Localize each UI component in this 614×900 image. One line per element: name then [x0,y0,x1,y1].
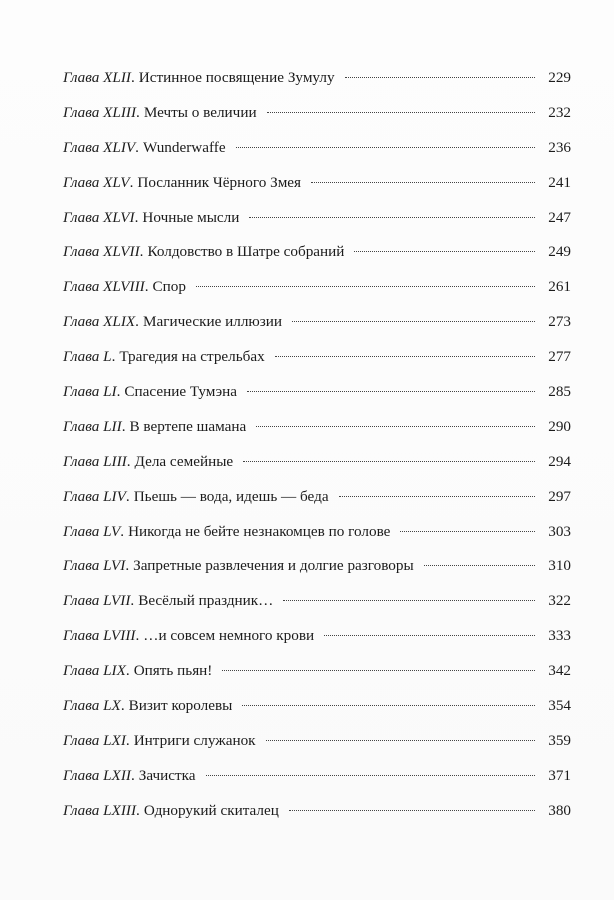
page-number: 333 [548,627,571,645]
chapter-separator: . [136,801,140,819]
toc-entry [63,277,571,312]
dot-leader [292,321,535,322]
chapter-title: Мечты о величии [143,103,257,121]
page-number: 297 [548,487,571,505]
toc-entry [63,242,571,277]
chapter-separator: . [126,452,131,470]
chapter-title: Запретные развлечения и долгие разговоры [133,557,414,575]
page-number: 261 [548,278,571,296]
chapter-title: Ночные мысли [142,208,240,226]
chapter-number: Глава LVII [63,592,131,610]
dot-leader [345,77,535,78]
toc-entry [63,68,571,103]
chapter-number: Глава XLIX [63,313,136,331]
chapter-number: Глава LX [63,697,121,715]
chapter-number: Глава XLVI [63,208,135,226]
chapter-title: Однорукий скиталец [143,801,279,819]
dot-leader [196,286,535,287]
dot-leader [424,565,535,566]
chapter-separator: . [120,522,125,540]
page-number: 277 [548,348,571,366]
chapter-title: Визит королевы [128,697,233,715]
toc-entry [63,522,571,557]
dot-leader [256,426,535,427]
chapter-title: Истинное посвящение Зумулу [138,69,335,86]
toc-entry [63,138,571,173]
chapter-title: Никогда не бейте незнакомцев по голове [128,522,391,540]
chapter-separator: . [125,557,130,575]
chapter-number: Глава XLIII [63,103,137,121]
chapter-number: Глава LIV [63,487,126,505]
chapter-title: Спор [152,278,186,296]
dot-leader [222,670,535,671]
chapter-separator: . [116,383,121,401]
chapter-title: Интриги служанок [133,731,256,749]
chapter-number: Глава LIX [63,662,126,680]
toc-entry [63,766,571,801]
table-of-contents [63,68,571,836]
chapter-title: Посланник Чёрного Змея [137,173,302,191]
chapter-number: Глава XLVII [63,243,140,261]
dot-leader [267,112,535,113]
page-number: 359 [548,731,571,749]
toc-entry [63,731,571,766]
chapter-separator: . [134,208,139,226]
dot-leader [236,147,535,148]
chapter-title: Магические иллюзии [142,313,282,331]
chapter-number: Глава LXIII [63,801,137,819]
chapter-number: Глава L [63,348,112,366]
dot-leader [354,251,535,252]
chapter-title: Пьешь — вода, идешь — беда [133,487,329,505]
chapter-title: В вертепе шамана [129,417,247,435]
chapter-title: Колдовство в Шатре собраний [147,243,345,261]
chapter-number: Глава LI [63,383,117,401]
page-number: 380 [548,801,571,819]
toc-entry [63,661,571,696]
toc-entry [63,591,571,626]
page-number: 294 [548,452,571,470]
chapter-number: Глава XLV [63,173,130,191]
chapter-title: Wunderwaffe [142,138,226,156]
chapter-number: Глава LII [63,417,122,435]
dot-leader [289,810,535,811]
page-number: 303 [548,522,571,540]
toc-entry [63,103,571,138]
toc-entry [63,487,571,522]
page-number: 285 [548,383,571,401]
toc-entry [63,173,571,208]
chapter-separator: . [135,627,140,645]
chapter-number: Глава LIII [63,452,127,470]
toc-entry [63,452,571,487]
chapter-separator: . [135,313,139,331]
dot-leader [324,635,535,636]
page-number: 247 [548,208,571,226]
dot-leader [283,600,535,601]
page-number: 232 [548,103,571,121]
chapter-title: Спасение Тумэна [124,383,237,401]
dot-leader [400,531,535,532]
toc-entry [63,417,571,452]
toc-entry [63,382,571,417]
chapter-separator: . [125,487,130,505]
dot-leader [206,775,535,776]
chapter-title: Зачистка [138,766,196,784]
chapter-number: Глава XLIV [63,138,136,156]
dot-leader [242,705,535,706]
chapter-separator: . [125,662,130,680]
chapter-title: Весёлый праздник… [138,592,274,610]
chapter-title: Дела семейные [134,452,234,470]
chapter-separator: . [136,103,140,121]
page-number: 354 [548,697,571,715]
chapter-number: Глава XLII [63,69,131,86]
chapter-number: Глава LXII [63,766,131,784]
chapter-number: Глава LVIII [63,627,136,645]
dot-leader [311,182,535,183]
toc-entry [63,347,571,382]
toc-entry [63,208,571,243]
dot-leader [339,496,535,497]
page-number: 241 [548,173,571,191]
chapter-separator: . [111,348,116,366]
toc-entry [63,801,571,836]
chapter-number: Глава LV [63,522,121,540]
toc-entry [63,696,571,731]
chapter-number: Глава LXI [63,731,126,749]
page-number: 290 [548,417,571,435]
dot-leader [249,217,535,218]
chapter-separator: . [139,243,144,261]
chapter-title: …и совсем немного крови [143,627,315,645]
toc-entry [63,626,571,661]
chapter-separator: . [135,138,139,156]
dot-leader [243,461,535,462]
dot-leader [266,740,535,741]
page-number: 310 [548,557,571,575]
chapter-separator: . [121,417,126,435]
page-number: 236 [548,138,571,156]
page-number: 322 [548,592,571,610]
chapter-number: Глава LVI [63,557,126,575]
dot-leader [247,391,535,392]
chapter-separator: . [130,766,135,784]
chapter-number: Глава XLVIII [63,278,145,296]
chapter-title: Трагедия на стрельбах [119,348,265,366]
chapter-separator: . [130,592,135,610]
chapter-separator: . [125,731,130,749]
chapter-title: Опять пьян! [133,662,213,680]
chapter-separator: . [129,173,134,191]
toc-entry [63,312,571,347]
chapter-separator: . [130,69,135,86]
page-number: 371 [548,766,571,784]
chapter-separator: . [144,278,149,296]
chapter-separator: . [120,697,125,715]
page-number: 229 [548,69,571,86]
toc-entry [63,556,571,591]
page-number: 249 [548,243,571,261]
page-number: 273 [548,313,571,331]
page-number: 342 [548,662,571,680]
dot-leader [275,356,535,357]
